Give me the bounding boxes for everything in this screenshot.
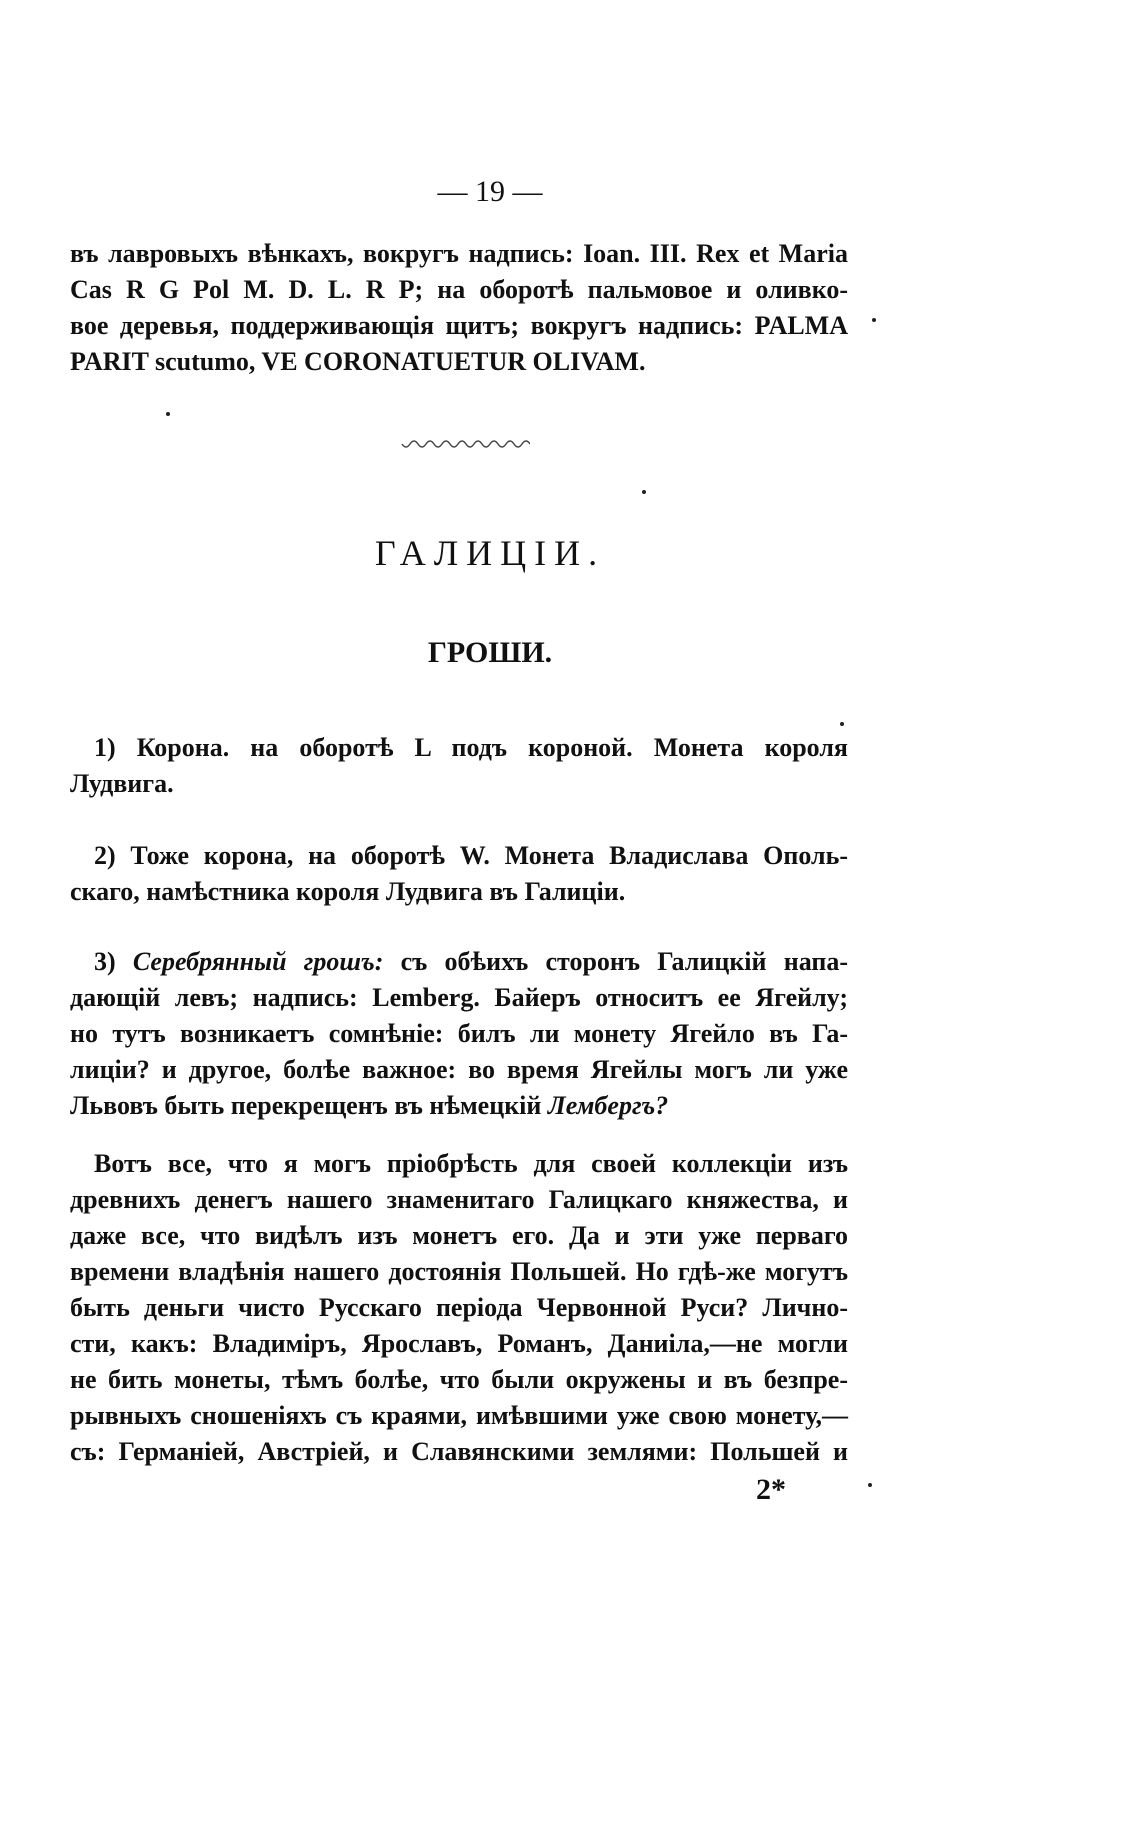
intro-paragraph <box>70 236 848 380</box>
paragraph-line: даже все, что видѣлъ изъ монетъ его. Да и эти уже перваго <box>70 1221 848 1250</box>
intro-line: PARIT scutumo, VE CORONATUETUR OLIVAM. <box>70 347 646 376</box>
intro-line: вое деревья, поддерживающія щитъ; вокругъ надпись: PALMA <box>70 311 848 340</box>
print-speck <box>642 490 646 494</box>
print-speck <box>840 722 844 726</box>
item-line <box>70 1088 848 1124</box>
item-line <box>70 944 848 980</box>
city-name-italic: Лембергъ? <box>547 1091 669 1120</box>
item-line: скаго, намѣстника короля Лудвига въ Галиціи. <box>70 877 626 906</box>
page-number: — 19 — <box>437 175 543 208</box>
print-speck <box>868 1483 872 1487</box>
item-text: съ обѣихъ сторонъ Галицкій напа- <box>383 947 849 976</box>
item-line: дающій левъ; надпись: Lemberg. Байеръ относитъ ее Ягейлу; <box>70 983 848 1012</box>
item-line: 2) Тоже корона, на оборотѣ W. Монета Владислава Ополь- <box>94 841 848 870</box>
item-1 <box>70 730 848 802</box>
paragraph-line: рывныхъ сношеніяхъ съ краями, имѣвшими уже свою монету,— <box>70 1401 848 1430</box>
paragraph-line: быть деньги чисто Русскаго періода Червонной Руси? Лично- <box>70 1293 848 1322</box>
print-speck <box>166 412 170 416</box>
item-3 <box>70 944 848 1124</box>
item-2 <box>70 838 848 910</box>
ornament-squiggle-icon <box>400 438 530 452</box>
paragraph-line: времени владѣнія нашего достоянія Польшей. Но гдѣ-же могутъ <box>70 1257 848 1286</box>
coin-name-italic: Серебрянный грошъ: <box>132 947 384 976</box>
item-line: лиціи? и другое, болѣе важное: во время Ягейлы могъ ли уже <box>70 1055 848 1084</box>
intro-line: Cas R G Pol M. D. L. R P; на оборотѣ пальмовое и оливко- <box>70 275 848 304</box>
item-text: Львовъ быть перекрещенъ въ нѣмецкій <box>70 1091 548 1120</box>
intro-line: въ лавровыхъ вѣнкахъ, вокругъ надпись: Ioan. III. Rex et Maria <box>70 239 848 268</box>
item-number: 3) <box>94 947 133 976</box>
item-line: но тутъ возникаетъ сомнѣніе: билъ ли монету Ягейло въ Га- <box>70 1019 848 1048</box>
paragraph-line: древнихъ денегъ нашего знаменитаго Галицкаго княжества, и <box>70 1185 848 1214</box>
closing-paragraph <box>70 1146 848 1470</box>
subsection-title: ГРОШИ. <box>427 636 553 669</box>
paragraph-line: съ: Германіей, Австріей, и Славянскими землями: Польшей и <box>70 1437 848 1466</box>
section-title: ГАЛИЦІИ. <box>374 533 606 573</box>
item-line: 1) Корона. на оборотѣ L подъ короной. Монета короля <box>94 733 848 762</box>
signature-mark: 2* <box>756 1473 786 1506</box>
paragraph-line: Вотъ все, что я могъ пріобрѣсть для своей коллекціи изъ <box>94 1149 848 1178</box>
print-speck <box>872 318 876 322</box>
item-line: Лудвига. <box>70 769 174 798</box>
paragraph-line: сти, какъ: Владиміръ, Ярославъ, Романъ, Даниіла,—не могли <box>70 1329 848 1358</box>
paragraph-line: не бить монеты, тѣмъ болѣе, что были окружены и въ безпре- <box>70 1365 848 1394</box>
